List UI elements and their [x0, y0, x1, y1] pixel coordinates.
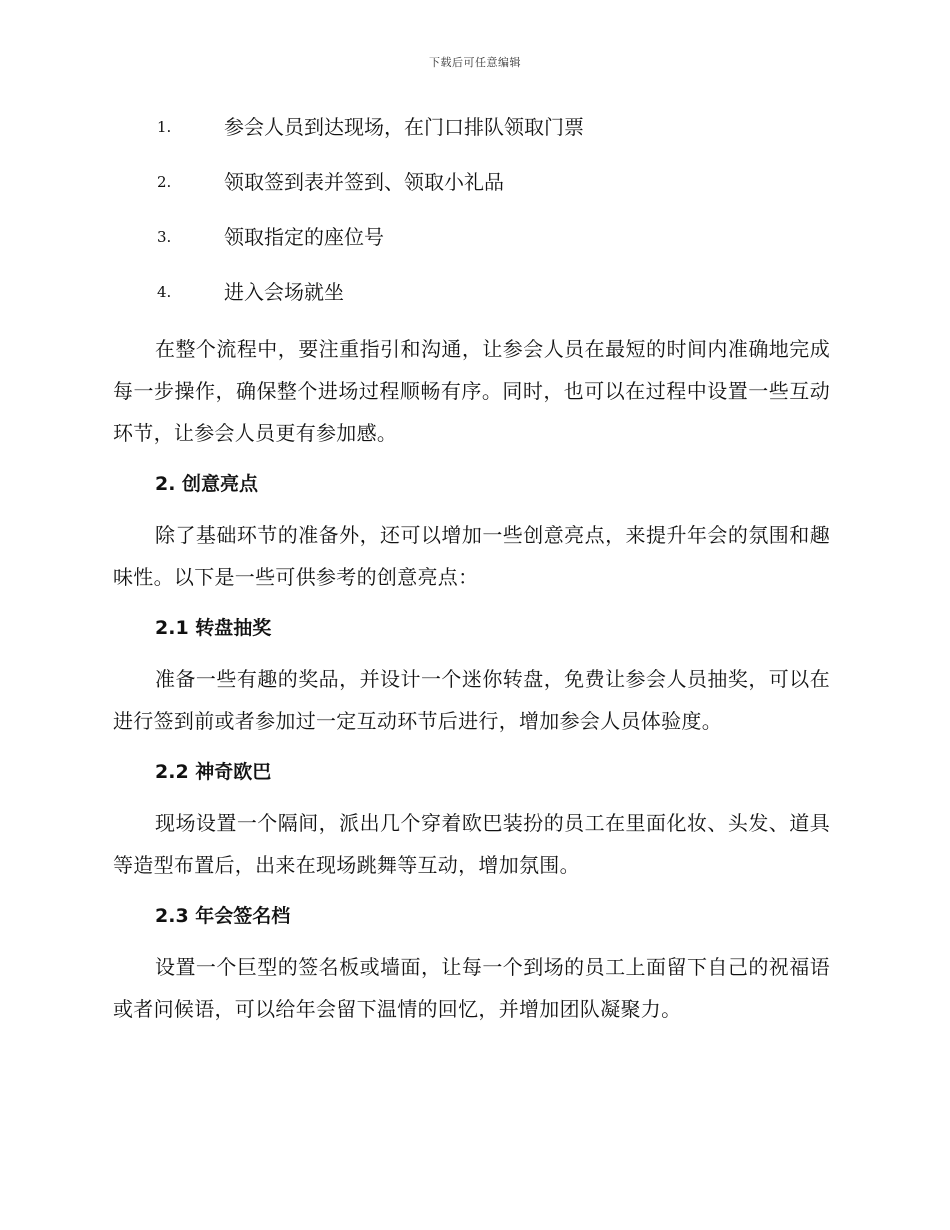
list-item	[113, 163, 830, 218]
list-item	[113, 273, 830, 328]
list-item-number: 4.	[157, 283, 172, 301]
list-item-number: 3.	[157, 228, 172, 246]
list-item	[113, 218, 830, 273]
subsection-heading: 2.3 年会签名档	[155, 905, 291, 927]
list-item-number: 1.	[157, 118, 172, 136]
intro-paragraph: 在整个流程中，要注重指引和沟通，让参会人员在最短的时间内准确地完成每一步操作，确保整个进场过程顺畅有序。同时，也可以在过程中设置一些互动环节，让参会人员更有参加感。	[113, 337, 830, 445]
subsection-heading: 2.1 转盘抽奖	[155, 617, 272, 639]
list-item-text: 进入会场就坐	[224, 280, 344, 304]
list-item-text: 领取指定的座位号	[224, 225, 384, 249]
subsection-paragraph: 准备一些有趣的奖品，并设计一个迷你转盘，免费让参会人员抽奖，可以在进行签到前或者参加过一定互动环节后进行，增加参会人员体验度。	[113, 667, 830, 733]
document-body	[113, 108, 830, 1030]
subsection-paragraph: 现场设置一个隔间，派出几个穿着欧巴装扮的员工在里面化妆、头发、道具等造型布置后，出来在现场跳舞等互动，增加氛围。	[113, 811, 830, 877]
list-item-text: 领取签到表并签到、领取小礼品	[224, 170, 504, 194]
subsection-paragraph: 设置一个巨型的签名板或墙面，让每一个到场的员工上面留下自己的祝福语或者问候语，可以给年会留下温情的回忆，并增加团队凝聚力。	[113, 955, 830, 1021]
list-item-text: 参会人员到达现场，在门口排队领取门票	[224, 115, 584, 139]
steps-list	[113, 108, 830, 328]
section-heading: 2. 创意亮点	[155, 473, 259, 495]
list-item	[113, 108, 830, 163]
section-paragraph: 除了基础环节的准备外，还可以增加一些创意亮点，来提升年会的氛围和趣味性。以下是一些可供参考的创意亮点：	[113, 523, 830, 589]
list-item-number: 2.	[157, 173, 172, 191]
subsection-heading: 2.2 神奇欧巴	[155, 761, 272, 783]
page-header-note: 下载后可任意编辑	[429, 56, 521, 69]
